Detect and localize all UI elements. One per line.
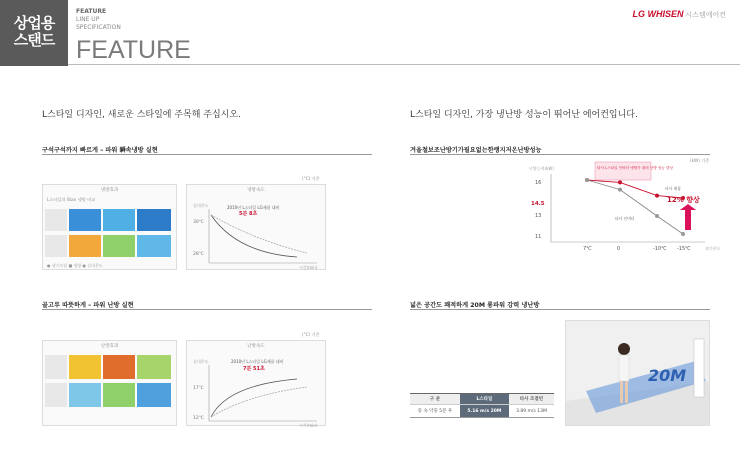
cooling-speed-chart bbox=[187, 193, 325, 271]
y-tick: 17℃ bbox=[193, 386, 204, 391]
data-point bbox=[655, 214, 659, 218]
person-head bbox=[618, 343, 630, 355]
airflow-table bbox=[410, 393, 554, 418]
table-cell: 5.16 m/s 20M bbox=[460, 405, 509, 418]
left-s1-title: 구석구석까지 빠르게 – 파워 瞬속냉방 실현 bbox=[42, 147, 158, 154]
chart-note: 2010년 L스타일 LG제품 대비 bbox=[231, 359, 284, 364]
y-tick: 16 bbox=[535, 180, 542, 186]
nav-lineup[interactable]: LINE UP bbox=[76, 16, 100, 23]
page-title: FEATURE bbox=[76, 36, 191, 64]
x-axis-label: 외기온도 bbox=[705, 246, 721, 251]
thermal-cell bbox=[137, 209, 171, 231]
cooling-effect-label: 냉방효과 bbox=[100, 188, 119, 193]
row-label-cell bbox=[45, 235, 67, 257]
y-tick: 30℃ bbox=[193, 220, 204, 225]
left-headline: L스타일 디자인, 새로운 스타일에 주목해 주십시오. bbox=[42, 110, 241, 120]
left-s2-rule bbox=[42, 309, 372, 310]
data-point bbox=[655, 194, 659, 198]
y-axis-label: 실내온도 bbox=[193, 359, 209, 364]
row-label-cell bbox=[45, 355, 67, 379]
table-cell: 풍 속 약풍 5분 후 bbox=[410, 405, 460, 418]
row-label-cell bbox=[45, 383, 67, 407]
thermal-cell bbox=[103, 235, 135, 257]
row-label-cell bbox=[45, 209, 67, 231]
table-cell: 3.89 m/s 13M bbox=[509, 405, 554, 418]
cooling-units: (°C) 기준 bbox=[302, 176, 320, 181]
heating-effect-box bbox=[42, 340, 177, 426]
heating-effect-label: 난방효과 bbox=[100, 344, 119, 349]
cooling-speed-label: 냉방속도 bbox=[247, 188, 265, 193]
stand-aircon bbox=[694, 339, 704, 397]
table-header-row bbox=[410, 394, 554, 405]
lstyle-curve bbox=[211, 379, 297, 417]
data-point bbox=[618, 188, 622, 192]
right-s1-rule bbox=[410, 154, 710, 155]
category-tab-line1: 상업용 bbox=[13, 14, 55, 32]
note-a: 타사 L스타일 인버터 냉방가 대비 난방 성능 향상 bbox=[597, 166, 673, 170]
other-curve bbox=[211, 387, 307, 417]
cooling-thermal-map bbox=[43, 205, 176, 263]
brand-sub: 시스템에어컨 bbox=[685, 12, 726, 19]
note-box bbox=[595, 162, 651, 180]
y-tick: 14.5 bbox=[531, 201, 545, 207]
thermal-cell bbox=[103, 383, 135, 407]
heating-capacity-chart bbox=[525, 160, 725, 252]
y-axis-label: 실내온도 bbox=[193, 203, 209, 208]
heating-speed-label: 난방속도 bbox=[247, 344, 265, 349]
x-axis-label: 시간(min) bbox=[299, 265, 318, 270]
table-header: 구 분 bbox=[410, 394, 460, 405]
right-headline: L스타일 디자인, 가장 냉난방 성능이 뛰어난 에어컨입니다. bbox=[410, 110, 638, 120]
y-axis-label: 난방능력(kW) bbox=[529, 166, 554, 171]
heating-thermal-map bbox=[43, 351, 176, 411]
heating-speed-chart bbox=[187, 349, 325, 427]
x-tick: 0 bbox=[617, 246, 621, 252]
x-tick: -10℃ bbox=[653, 246, 667, 252]
cooling-speed-box bbox=[186, 184, 326, 270]
category-tab[interactable] bbox=[0, 0, 68, 66]
highlight-time: 5분 8초 bbox=[239, 211, 258, 217]
left-s2-title: 골고루 따뜻하게 – 파워 난방 실현 bbox=[42, 302, 134, 309]
right-s1-title: 겨울철보조난방기가필요없는한랭지저온난방성능 bbox=[410, 147, 542, 154]
y-tick: 11 bbox=[535, 234, 542, 240]
lstyle-curve bbox=[211, 215, 297, 257]
highlight-time: 7분 51초 bbox=[243, 366, 265, 372]
heating-units: (°C) 기준 bbox=[302, 332, 320, 337]
brand-logo bbox=[632, 9, 726, 20]
person-leg bbox=[620, 381, 623, 403]
right-s2-title: 넓은 공간도 쾌적하게 20M 롱파워 강력 냉난방 bbox=[410, 302, 540, 309]
thermal-cell bbox=[137, 383, 171, 407]
table-row bbox=[410, 405, 554, 418]
table-header: 타사 조결빈 bbox=[509, 394, 554, 405]
heating-speed-box bbox=[186, 340, 326, 426]
arrow-up-icon bbox=[680, 204, 696, 230]
data-point bbox=[585, 178, 589, 182]
thermal-cell bbox=[69, 235, 101, 257]
category-tab-line2: 스탠드 bbox=[13, 31, 55, 49]
note-b: 타사 인버터 bbox=[615, 216, 635, 221]
cooling-effect-box bbox=[42, 184, 177, 270]
y-tick: 13 bbox=[535, 213, 542, 219]
airflow-illustration bbox=[565, 320, 710, 426]
airflow-scene bbox=[566, 321, 710, 426]
chart-note: 2010년 L스타일 LG제품 대비 bbox=[227, 205, 280, 210]
note-c: 타사 제품 bbox=[665, 186, 681, 191]
right-s2-rule bbox=[410, 309, 710, 310]
y-tick: 28℃ bbox=[193, 252, 204, 257]
header-divider bbox=[68, 64, 740, 65]
improvement-badge: 12% 향상 bbox=[667, 196, 700, 204]
nav-specification[interactable]: SPECIFICATION bbox=[76, 24, 121, 31]
distance-label: 20M bbox=[648, 366, 687, 385]
left-s1-rule bbox=[42, 154, 372, 155]
table-header: L스타일 bbox=[460, 394, 509, 405]
thermal-cell bbox=[137, 235, 171, 257]
thermal-cell bbox=[69, 383, 101, 407]
data-point bbox=[681, 232, 685, 236]
x-tick: -15℃ bbox=[677, 246, 691, 252]
thermal-cell bbox=[69, 355, 101, 379]
thermal-cell bbox=[103, 209, 135, 231]
y-tick: 12℃ bbox=[193, 416, 204, 421]
thermal-cell bbox=[137, 355, 171, 379]
thermal-cell bbox=[103, 355, 135, 379]
section-nav bbox=[76, 8, 121, 32]
other-curve bbox=[211, 215, 307, 253]
person-body bbox=[619, 355, 629, 381]
brand-logo-text: LG WHISEN bbox=[632, 9, 684, 19]
data-point bbox=[618, 180, 622, 184]
capacity-units: (kW) 기준 bbox=[690, 158, 710, 163]
cooling-effect-caption: L스타일과 Stan 냉방 비교 bbox=[47, 197, 96, 202]
cooling-legend: ● 냉기도달 ■ 냉방 ● 실내온도 bbox=[47, 263, 103, 268]
person-leg bbox=[625, 381, 628, 403]
x-tick: 7℃ bbox=[583, 246, 592, 252]
nav-feature[interactable]: FEATURE bbox=[76, 8, 107, 15]
x-axis-label: 시간(min) bbox=[299, 423, 318, 427]
thermal-cell bbox=[69, 209, 101, 231]
